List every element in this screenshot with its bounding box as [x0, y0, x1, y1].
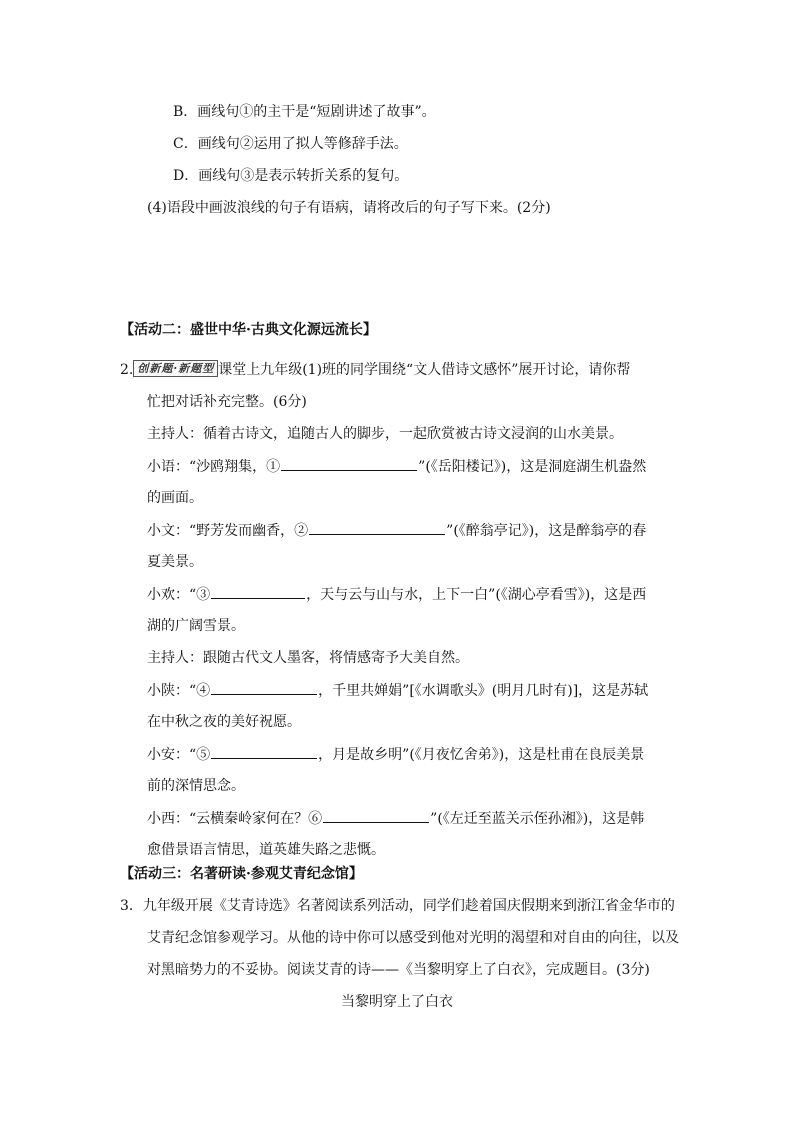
- question-number: 2.: [120, 362, 134, 378]
- poem-title: 当黎明穿上了白衣: [341, 994, 453, 1010]
- xiaoan-line-cont: 前的深情思念。: [147, 778, 245, 794]
- answer-blank-4[interactable]: [211, 680, 317, 695]
- answer-blank-2[interactable]: [309, 520, 445, 535]
- xiaoshan-line-cont: 在中秋之夜的美好祝愿。: [147, 714, 301, 730]
- xiaoxi-line-cont: 愈借景语言情思，道英雄失路之悲慨。: [147, 842, 385, 858]
- answer-blank-3[interactable]: [211, 584, 305, 599]
- question-3-line-2: 艾青纪念馆参观学习。从他的诗中你可以感受到他对光明的渴望和对自由的向往，以及: [147, 930, 679, 946]
- answer-blank-1[interactable]: [281, 456, 417, 471]
- xiaowen-line: 小文：“野芳发而幽香，② ”(《醉翁亭记》)，这是醉翁亭的春: [147, 520, 646, 541]
- xiaoxi-line: 小西：“云横秦岭家何在？⑥ ”(《左迁至蓝关示侄孙湘》)，这是韩: [147, 808, 644, 829]
- answer-blank-5[interactable]: [211, 744, 317, 759]
- question-2-intro-cont: 忙把对话补充完整。(6分): [147, 394, 307, 410]
- xiaohuan-line-cont: 湖的广阔雪景。: [147, 618, 245, 634]
- answer-blank-6[interactable]: [323, 808, 429, 823]
- xiaoan-line: 小安：“⑤ ，月是故乡明”(《月夜忆舍弟》)，这是杜甫在良辰美景: [147, 744, 644, 765]
- option-d: D．画线句③是表示转折关系的复句。: [173, 168, 409, 184]
- xiaowen-line-cont: 夏美景。: [147, 554, 203, 570]
- host-line-2: 主持人：跟随古代文人墨客，将情感寄予大美自然。: [147, 650, 469, 666]
- activity-3-title: 【活动三：名著研读·参观艾青纪念馆】: [120, 866, 363, 882]
- xiaohuan-line: 小欢：“③ ，天与云与山与水，上下一白”(《湖心亭看雪》)，这是西: [147, 584, 646, 605]
- question-4: (4)语段中画波浪线的句子有语病，请将改后的句子写下来。(2分): [147, 200, 551, 216]
- question-3-line-1: 3．九年级开展《艾青诗选》名著阅读系列活动，同学们趁着国庆假期来到浙江省金华市的: [120, 898, 675, 914]
- intro-text: 课堂上九年级(1)班的同学围绕“文人借诗文感怀”展开讨论，请你帮: [218, 362, 631, 378]
- xiaoyu-line: 小语：“沙鸥翔集，① ”(《岳阳楼记》)，这是洞庭湖生机盎然: [147, 456, 646, 477]
- innovation-badge: 创新题·新题型: [133, 360, 218, 377]
- xiaoshan-line: 小陕：“④ ，千里共婵娟”[《水调歌头》(明月几时有)]，这是苏轼: [147, 680, 648, 701]
- option-c: C．画线句②运用了拟人等修辞手法。: [173, 136, 408, 152]
- option-b: B．画线句①的主干是“短剧讲述了故事”。: [173, 104, 436, 120]
- host-line-1: 主持人：循着古诗文，追随古人的脚步，一起欣赏被古诗文浸润的山水美景。: [147, 426, 623, 442]
- question-2-intro: [120, 360, 630, 380]
- activity-2-title: 【活动二：盛世中华·古典文化源远流长】: [120, 322, 377, 338]
- question-3-line-3: 对黑暗势力的不妥协。阅读艾青的诗——《当黎明穿上了白衣》，完成题目。(3分): [147, 962, 650, 978]
- xiaoyu-line-cont: 的画面。: [147, 490, 203, 506]
